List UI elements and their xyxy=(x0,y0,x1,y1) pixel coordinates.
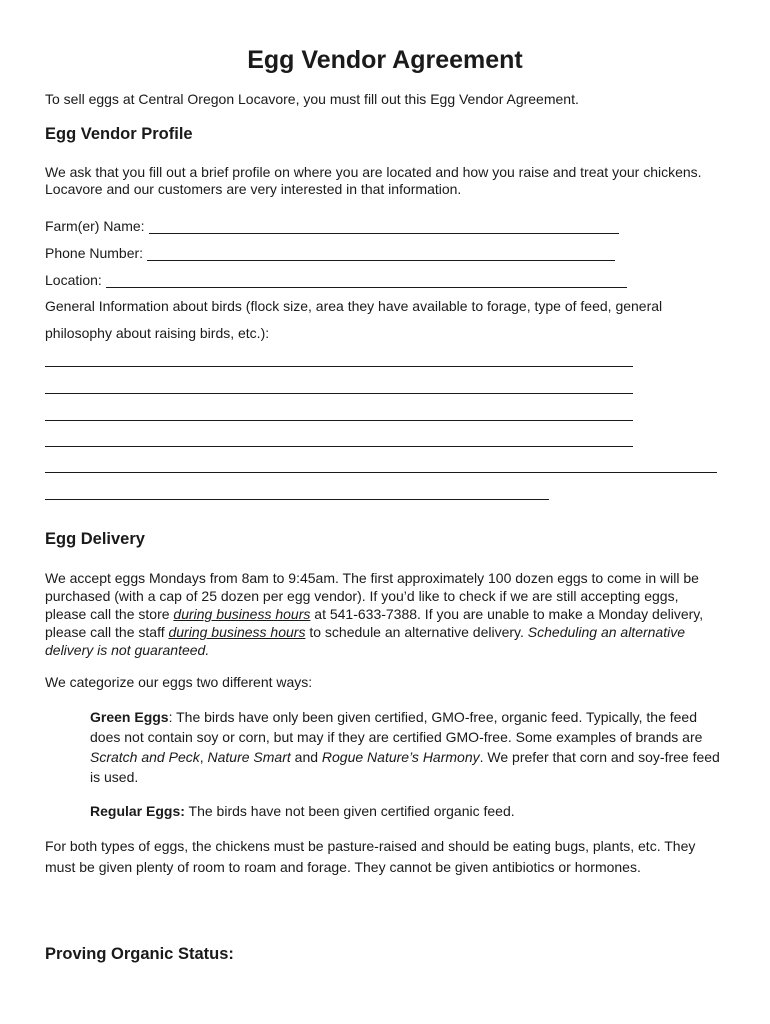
general-info-blank-line[interactable] xyxy=(45,393,633,394)
both-types-paragraph: For both types of eggs, the chickens must be pasture-raised and should be eating bugs, plants, etc. They must be given plenty of room to roam and forage. They cannot be given antibiotics or hormones. xyxy=(45,838,696,875)
intro-text: To sell eggs at Central Oregon Locavore, you must fill out this Egg Vendor Agreement. xyxy=(45,91,579,107)
brand-name: Rogue Nature’s Harmony xyxy=(321,749,480,765)
location-label: Location: xyxy=(45,272,102,288)
general-info-label-line2: philosophy about raising birds, etc.): xyxy=(45,325,270,341)
business-hours-emphasis: during business hours xyxy=(168,624,306,640)
delivery-heading: Egg Delivery xyxy=(45,530,145,548)
general-info-blank-line[interactable] xyxy=(45,446,633,447)
regular-eggs-text: The birds have not been given certified organic feed. xyxy=(184,803,515,819)
phone-number-label: Phone Number: xyxy=(45,245,144,261)
profile-heading: Egg Vendor Profile xyxy=(45,125,193,143)
brand-name: Scratch and Peck xyxy=(90,749,200,765)
profile-description: We ask that you fill out a brief profile on where you are located and how you raise and treat your chickens. Locavore and our customers are very interested in that information. xyxy=(45,164,702,197)
farm-name-line[interactable] xyxy=(149,221,619,234)
green-eggs-text: , xyxy=(199,749,208,765)
general-info-blank-line[interactable] xyxy=(45,420,633,421)
delivery-text: at 541-633-7388. If you are unable to make a Monday delivery, please call the staff xyxy=(45,606,704,640)
categories-intro: We categorize our eggs two different ways: xyxy=(45,674,313,690)
green-eggs-label: Green Eggs xyxy=(90,709,169,725)
brand-name: Nature Smart xyxy=(207,749,291,765)
farm-name-label: Farm(er) Name: xyxy=(45,218,145,234)
green-eggs-text: and xyxy=(290,749,322,765)
general-info-blank-line[interactable] xyxy=(45,472,717,473)
green-eggs-description xyxy=(90,707,730,787)
delivery-paragraph xyxy=(45,569,715,659)
location-field[interactable] xyxy=(45,270,627,288)
business-hours-emphasis: during business hours xyxy=(173,606,311,622)
general-info-blank-line[interactable] xyxy=(45,366,633,367)
phone-number-field[interactable] xyxy=(45,243,615,261)
general-info-blank-line[interactable] xyxy=(45,499,549,500)
organic-status-heading: Proving Organic Status: xyxy=(45,945,234,963)
green-eggs-text: : The birds have only been given certified, GMO-free, organic feed. Typically, the feed does not contain soy or corn, but may if they are certified GMO-free. Some examples of brands are xyxy=(90,709,703,745)
general-info-label-line1: General Information about birds (flock size, area they have available to forage, type of feed, general xyxy=(45,298,663,314)
farm-name-field[interactable] xyxy=(45,216,619,234)
delivery-text: to schedule an alternative delivery. xyxy=(305,624,528,640)
regular-eggs-description xyxy=(90,803,730,820)
location-line[interactable] xyxy=(106,275,627,288)
document-title: Egg Vendor Agreement xyxy=(247,46,523,74)
regular-eggs-label: Regular Eggs: xyxy=(90,803,185,819)
delivery-text: We accept eggs Mondays from 8am to 9:45am. The first approximately 100 dozen eggs to come in will be purchased (with a cap of 25 dozen per egg vendor). If you’d like to check if we are still accepting eggs, please call the store xyxy=(45,570,699,622)
green-eggs-text: . We prefer that corn and soy-free feed is used. xyxy=(90,749,720,785)
phone-number-line[interactable] xyxy=(147,248,615,261)
delivery-disclaimer: Scheduling an alternative delivery is not guaranteed. xyxy=(45,624,686,658)
